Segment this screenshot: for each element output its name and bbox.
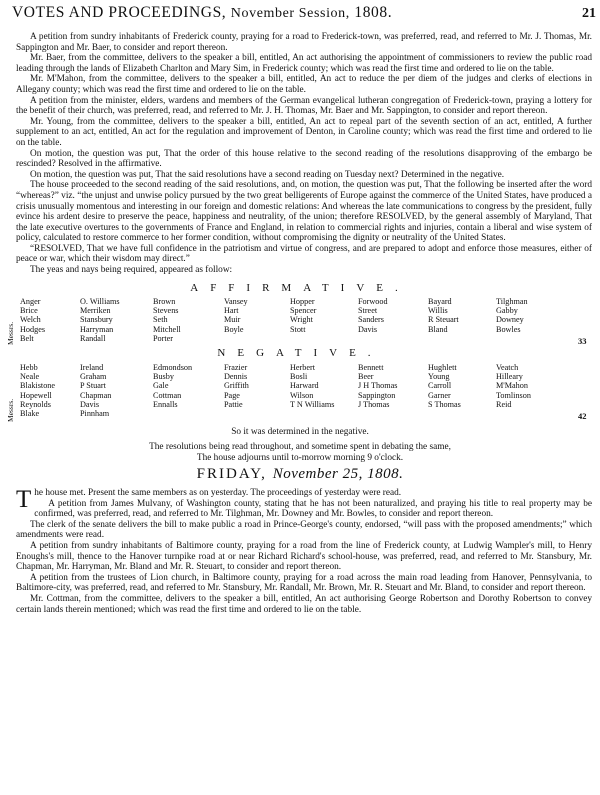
affirmative-member-name: Bland — [428, 324, 448, 334]
negative-member-name: Bennett — [358, 363, 384, 372]
header-session: November Session, — [230, 6, 350, 21]
friday-day: FRIDAY, — [196, 466, 267, 482]
affirmative-member-name: Willis — [428, 306, 448, 316]
paragraph: A petition from the minister, elders, wardens and members of the German evangelical lutheran congregation of Frederick-town, praying a lottery for the benefit of their church, was preferred, read, and referred to Mr. J. H. Thomas, Mr. Baer and Mr. Sappington, to consider and report thereon. — [16, 95, 592, 117]
negative-member-name: Ennalls — [153, 399, 178, 409]
paragraph: Mr. Cottman, from the committee, delivers to the speaker a bill, entitled, An act authorising George Robertson and Dorothy Robertson to convey certain lands therein mentioned; which was read the first time and ordered to lie on the table. — [16, 593, 592, 615]
friday-date: November 25, 1808. — [272, 466, 404, 482]
affirmative-column — [358, 297, 388, 334]
negative-member-name: Wilson — [290, 390, 314, 400]
page-number: 21 — [582, 6, 596, 21]
paragraph: “RESOLVED, That we have full confidence in the patriotism and virtue of congress, and are prepared to adopt and enforce those measures, either of peace or war, which their wisdom may direct.” — [16, 243, 592, 265]
affirmative-member-name: Welch — [20, 315, 41, 325]
negative-member-name: Chapman — [80, 390, 112, 400]
affirmative-member-name: Seth — [153, 315, 168, 325]
affirmative-column — [496, 297, 528, 334]
negative-member-name: Hughlett — [428, 363, 457, 372]
top-paragraphs — [16, 32, 592, 276]
affirmative-member-name: Randall — [80, 333, 106, 343]
negative-count: 42 — [578, 411, 587, 421]
affirmative-member-name: Wright — [290, 315, 313, 325]
bottom-paragraphs — [16, 488, 592, 615]
affirmative-member-name: Porter — [153, 333, 174, 343]
negative-member-name: Busby — [153, 372, 174, 382]
affirmative-messrs: Messrs. — [6, 321, 15, 345]
affirmative-member-name: Bowles — [496, 324, 521, 334]
negative-member-name: J Thomas — [358, 399, 390, 409]
negative-member-name: Page — [224, 390, 240, 400]
negative-member-name: Hopewell — [20, 390, 52, 400]
negative-member-name: Garner — [428, 390, 451, 400]
negative-member-name: Gale — [153, 381, 169, 391]
friday-heading — [0, 466, 600, 483]
affirmative-column — [153, 297, 181, 343]
affirmative-member-name: Stott — [290, 324, 306, 334]
affirmative-member-name: Forwood — [358, 297, 388, 306]
affirmative-member-name: Tilghman — [496, 297, 528, 306]
negative-member-name: P Stuart — [80, 381, 106, 391]
affirmative-column — [80, 297, 120, 343]
affirmative-member-name: Gabby — [496, 306, 518, 316]
negative-member-name: Hebb — [20, 363, 38, 372]
paragraph: A petition from sundry inhabitants of Baltimore county, praying for a road from the line of Frederick county, at Ludwig Wampler's mill, to Henry Enoughs's mill, thence to the Hanover turnpike road at or near Richard Richard's school-house, was preferred, read, and referred to Mr. Stansbury, Mr. Chapman, Mr. Harryman, Mr. Bland and Mr. R. Steuart, to consider and report thereon. — [16, 540, 592, 573]
drop-cap: T — [16, 486, 32, 513]
paragraph: The clerk of the senate delivers the bill to make public a road in Prince-George's county, endorsed, “will pass with the proposed amendments;” which amendments were read. — [16, 519, 592, 541]
affirmative-column — [428, 297, 459, 334]
paragraph: Mr. M'Mahon, from the committee, delivers to the speaker a bill, entitled, An act to reduce the per diem of the judges and clerks of elections in Allegany county; which was read the first time and ordered to lie on the table. — [16, 74, 592, 95]
header-year: 1808. — [354, 4, 393, 21]
negative-member-name: Harward — [290, 381, 319, 391]
negative-column — [20, 363, 55, 418]
negative-member-name: M'Mahon — [496, 381, 528, 391]
negative-column — [496, 363, 531, 409]
negative-messrs: Messrs. — [6, 398, 15, 422]
negative-member-name: Herbert — [290, 363, 316, 372]
affirmative-member-name: Street — [358, 306, 378, 316]
affirmative-member-name: Boyle — [224, 324, 244, 334]
paragraph: On motion, the question was put, That the order of this house relative to the second reading of the resolutions disapproving of the embargo be rescinded? Resolved in the affirmative. — [16, 148, 592, 170]
affirmative-member-name: Spencer — [290, 306, 317, 316]
negative-member-name: Neale — [20, 372, 40, 382]
affirmative-column — [290, 297, 316, 334]
affirmative-column — [224, 297, 248, 334]
negative-heading: NEGATIVE. — [217, 347, 383, 359]
adjourn-line: The house adjourns until to-morrow morning 9 o'clock. — [196, 453, 404, 463]
negative-member-name: S Thomas — [428, 399, 461, 409]
negative-member-name: Beer — [358, 372, 374, 382]
determined-line: So it was determined in the negative. — [231, 427, 369, 437]
negative-member-name: Hilleary — [496, 372, 523, 382]
affirmative-member-name: Brice — [20, 306, 38, 316]
affirmative-member-name: Harryman — [80, 324, 114, 334]
paragraph: Mr. Baer, from the committee, delivers to the speaker a bill, entitled, An act authorising the appointment of commissioners to review the public road leading through the lands of Elizabeth Charlton and Mary Sim, in Frederick county; which was read the first time and ordered to lie on the table. — [16, 53, 592, 74]
page-header — [12, 4, 596, 24]
affirmative-heading: AFFIRMATIVE. — [190, 282, 410, 294]
affirmative-member-name: Hodges — [20, 324, 46, 334]
negative-column — [358, 363, 397, 409]
affirmative-member-name: R Steuart — [428, 315, 459, 325]
negative-member-name: Veatch — [496, 363, 519, 372]
negative-member-name: Frazier — [224, 363, 248, 372]
negative-member-name: Carroll — [428, 381, 452, 391]
paragraph: A petition from the trustees of Lion church, in Baltimore county, praying for a road across the main road leading from Hanover, Pennsylvania, to Baltimore-city, was preferred, read, and referred to Mr. Stansbury, Mr. Randall, Mr. Brown, Mr. R. Steuart and Mr. Bland, to consider and report thereon. — [16, 572, 592, 594]
paragraph-text: he house met. Present the same members as on yesterday. The proceedings of yesterday were read. — [34, 488, 402, 498]
affirmative-member-name: Downey — [496, 315, 524, 325]
negative-column — [153, 363, 192, 409]
affirmative-member-name: Bayard — [428, 297, 452, 306]
negative-column — [428, 363, 461, 409]
affirmative-member-name: Merriken — [80, 306, 111, 316]
paragraph: Mr. Young, from the committee, delivers to the speaker a bill, entitled, An act to repeal part of the seventh section of an act, entitled, A further supplement to an act, entitled, An act for the regulation and improvement of Denton, in Caroline county; which was read the first time and ordered to lie on the table. — [16, 116, 592, 148]
negative-member-name: T N Williams — [290, 399, 335, 409]
paragraph: On motion, the question was put, That the said resolutions have a second reading on Tuesday next? Determined in the negative. — [30, 169, 505, 180]
negative-member-name: Sappington — [358, 390, 396, 400]
negative-member-name: Tomlinson — [496, 390, 531, 400]
paragraph: A petition from sundry inhabitants of Frederick county, praying for a road to Frederick-town, was preferred, read, and referred to Mr. J. Thomas, Mr. Sappington and Mr. Baer, to consider and report thereon. — [16, 32, 592, 53]
affirmative-member-name: Stevens — [153, 306, 179, 316]
paragraph: The yeas and nays being required, appeared as follow: — [30, 265, 233, 276]
negative-member-name: Bosli — [290, 372, 308, 382]
negative-member-name: Griffith — [224, 381, 249, 391]
affirmative-member-name: Belt — [20, 333, 34, 343]
affirmative-member-name: Muir — [224, 315, 241, 325]
negative-member-name: Young — [428, 372, 450, 382]
negative-column — [224, 363, 249, 409]
negative-member-name: Cottman — [153, 390, 182, 400]
affirmative-member-name: Hopper — [290, 297, 315, 306]
affirmative-member-name: O. Williams — [80, 297, 120, 306]
affirmative-member-name: Vansey — [224, 297, 248, 306]
negative-member-name: Graham — [80, 372, 107, 382]
paragraph: A petition from James Mulvany, of Washington county, stating that he has not been naturalized, and praying his title to real property may be confirmed, was preferred, read, and referred to Mr. Tilghman, Mr. Downey and Mr. Bowles, to consider and report thereon. — [34, 498, 592, 520]
negative-member-name: Reid — [496, 399, 512, 409]
negative-member-name: J H Thomas — [358, 381, 398, 391]
header-title-prefix: VOTES AND PROCEEDINGS, — [12, 4, 227, 21]
header-title — [12, 4, 392, 22]
negative-member-name: Pattie — [224, 399, 243, 409]
negative-column — [290, 363, 334, 409]
negative-member-name: Edmondson — [153, 363, 193, 372]
affirmative-column — [20, 297, 45, 343]
negative-member-name: Blake — [20, 409, 40, 419]
negative-member-name: Ireland — [80, 363, 104, 372]
negative-member-name: Dennis — [224, 372, 248, 382]
negative-member-name: Pinnham — [80, 409, 110, 419]
affirmative-member-name: Anger — [20, 297, 41, 306]
affirmative-count: 33 — [578, 336, 587, 346]
affirmative-member-name: Davis — [358, 324, 378, 334]
affirmative-member-name: Stansbury — [80, 315, 113, 325]
negative-column — [80, 363, 111, 418]
affirmative-member-name: Mitchell — [153, 324, 181, 334]
negative-member-name: Blakistone — [20, 381, 56, 391]
negative-member-name: Davis — [80, 399, 100, 409]
paragraph: The house proceeded to the second reading of the said resolutions, and, on motion, the question was put, That the following be inserted after the word “whereas?” viz. “the unjust and unwise policy pursued by the two great belligerents of Europe against the commerce of the United States, have produced a crisis unusually momentous and interesting in our foreign and domestic relations: And whereas the late communications to congress by the president, fully evince his ardent desire to preserve the peace, happiness and neutrality, of the union; therefore RESOLVED, by the general assembly of Maryland, That the late executive overtures to the governments of France and England, in relation to commercial rights and injuries, contain a liberal and wise system of policy, calculated to restore commerce to her former condition, without compromising the dignity or neutrality of the United States. — [16, 180, 592, 244]
negative-member-name: Reynolds — [20, 399, 51, 409]
affirmative-member-name: Hart — [224, 306, 239, 316]
affirmative-member-name: Brown — [153, 297, 176, 306]
affirmative-member-name: Sanders — [358, 315, 384, 325]
closing-line: The resolutions being read throughout, and sometime spent in debating the same, — [149, 442, 451, 452]
